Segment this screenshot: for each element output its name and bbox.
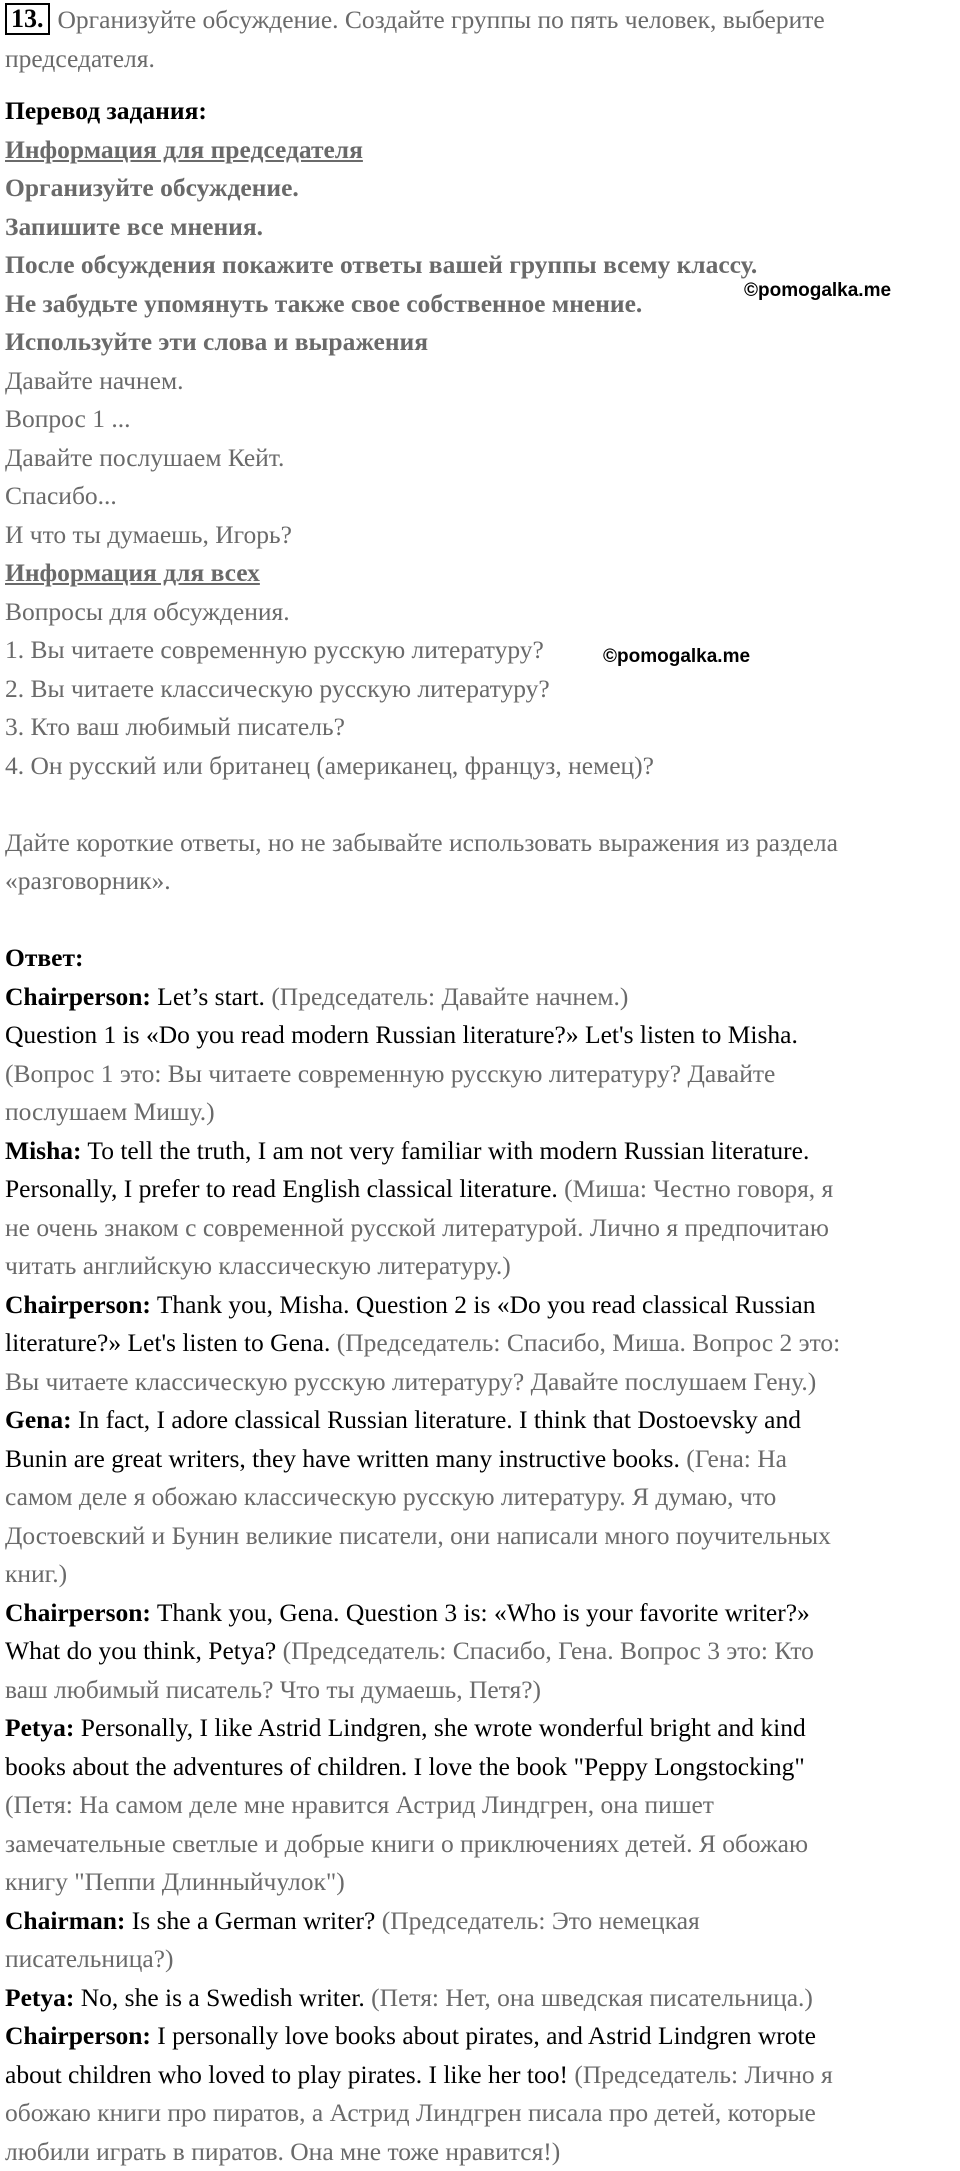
english-text: Personally, I like Astrid Lindgren, she wrote wonderful bright and kind [74,1713,805,1742]
speaker-label: Chairperson: [5,1598,151,1627]
chair-info-heading: Информация для председателя [5,131,955,170]
english-text: Thank you, Misha. Question 2 is «Do you read classical Russian [151,1290,816,1319]
answer-line [5,1170,955,1209]
answer-line [5,1478,955,1517]
english-text: In fact, I adore classical Russian literature. I think that Dostoevsky and [72,1405,801,1434]
russian-translation: замечательные светлые и добрые книги о приключениях детей. Я обожаю [5,1829,808,1858]
answer-line [5,1401,955,1440]
answer-line [5,1093,955,1132]
russian-translation: Вы читаете классическую русскую литературу? Давайте послушаем Гену.) [5,1367,816,1396]
answer-line [5,1209,955,1248]
answer-line [5,2094,955,2133]
answer-line [5,1671,955,1710]
answer-line [5,1748,955,1787]
russian-translation: не очень знаком с современной русской литературой. Лично я предпочитаю [5,1213,829,1242]
english-text: books about the adventures of children. I love the book "Peppy Longstocking" [5,1752,805,1781]
english-text: Bunin are great writers, they have written many instructive books. [5,1444,686,1473]
answer-line [5,1555,955,1594]
answer-line [5,1055,955,1094]
russian-translation: (Председатель: Лично я [574,2060,832,2089]
english-text: What do you think, Petya? [5,1636,283,1665]
english-text: No, she is a Swedish writer. [74,1983,371,2012]
russian-translation: (Гена: На [686,1444,787,1473]
answer-line [5,1324,955,1363]
answer-line [5,1709,955,1748]
russian-translation: книг.) [5,1559,67,1588]
watermark-1: ©pomogalka.me [744,280,891,302]
russian-translation: обожаю книги про пиратов, а Астрид Линдгрен писала про детей, которые [5,2098,816,2127]
russian-translation: книгу "Пеппи Длинныйчулок") [5,1867,345,1896]
russian-translation: (Председатель: Это немецкая [382,1906,700,1935]
answer-line [5,1016,955,1055]
phrase-item: Давайте начнем. [5,362,955,401]
chair-line: Запишите все мнения. [5,208,955,247]
all-info-heading: Информация для всех [5,554,955,593]
phrase-item: Спасибо... [5,477,955,516]
russian-translation: ваш любимый писатель? Что ты думаешь, Петя?) [5,1675,541,1704]
russian-translation: (Миша: Честно говоря, я [564,1174,833,1203]
answer-line [5,1979,955,2018]
answer-line [5,1517,955,1556]
answer-line [5,1940,955,1979]
russian-translation: читать английскую классическую литературу.) [5,1251,511,1280]
task-number-badge: 13. [5,3,50,35]
answer-line [5,1286,955,1325]
russian-translation: самом деле я обожаю классическую русскую литературу. Я думаю, что [5,1482,776,1511]
speaker-label: Petya: [5,1713,74,1742]
english-text: Question 1 is «Do you read modern Russian literature?» Let's listen to Misha. [5,1020,798,1049]
phrase-item: Давайте послушаем Кейт. [5,439,955,478]
english-text: Thank you, Gena. Question 3 is: «Who is your favorite writer?» [151,1598,810,1627]
question-item: 3. Кто ваш любимый писатель? [5,708,955,747]
russian-translation: (Петя: На самом деле мне нравится Астрид Линдгрен, она пишет [5,1790,714,1819]
chair-line: Организуйте обсуждение. [5,169,955,208]
answer-line [5,1594,955,1633]
translation-heading: Перевод задания: [5,92,955,131]
question-item: 2. Вы читаете классическую русскую литературу? [5,670,955,709]
answer-line [5,2017,955,2056]
russian-translation: послушаем Мишу.) [5,1097,215,1126]
answer-line [5,1786,955,1825]
phrases-heading: Используйте эти слова и выражения [5,323,955,362]
answer-line [5,2133,955,2171]
speaker-label: Chairman: [5,1906,125,1935]
english-text: Is she a German writer? [125,1906,381,1935]
russian-translation: (Вопрос 1 это: Вы читаете современную русскую литературу? Давайте [5,1059,775,1088]
russian-translation: (Председатель: Спасибо, Гена. Вопрос 3 это: Кто [283,1636,814,1665]
answer-line [5,1132,955,1171]
english-text: Let’s start. [151,982,271,1011]
answer-line [5,1902,955,1941]
watermark-2: ©pomogalka.me [603,646,750,668]
russian-translation: писательница?) [5,1944,173,1973]
chair-line: После обсуждения покажите ответы вашей группы всему классу. [5,246,955,285]
speaker-label: Misha: [5,1136,82,1165]
answer-line [5,1632,955,1671]
russian-translation: (Петя: Нет, она шведская писательница.) [371,1983,813,2012]
answer-line [5,1363,955,1402]
english-text: Personally, I prefer to read English classical literature. [5,1174,564,1203]
russian-translation: (Председатель: Давайте начнем.) [271,982,628,1011]
speaker-label: Petya: [5,1983,74,2012]
document-page [5,0,955,2171]
note-line-2: «разговорник». [5,862,955,901]
question-item: 1. Вы читаете современную русскую литературу? [5,631,955,670]
answer-line [5,2056,955,2095]
task-text: Организуйте обсуждение. Создайте группы по пять человек, выберите [58,5,825,34]
answer-line [5,1440,955,1479]
speaker-label: Gena: [5,1405,72,1434]
answer-body [5,978,955,2171]
answer-line [5,1863,955,1902]
answer-line [5,1825,955,1864]
speaker-label: Chairperson: [5,2021,151,2050]
russian-translation: любили играть в пиратов. Она мне тоже нравится!) [5,2137,560,2166]
english-text: To tell the truth, I am not very familiar with modern Russian literature. [82,1136,810,1165]
speaker-label: Chairperson: [5,1290,151,1319]
task-line-1 [5,1,955,40]
russian-translation: Достоевский и Бунин великие писатели, они написали много поучительных [5,1521,831,1550]
phrase-item: Вопрос 1 ... [5,400,955,439]
chair-line: Не забудьте упомянуть также свое собственное мнение. [5,285,955,324]
answer-heading: Ответ: [5,939,955,978]
english-text: literature?» Let's listen to Gena. [5,1328,337,1357]
english-text: about children who loved to play pirates. I like her too! [5,2060,574,2089]
speaker-label: Chairperson: [5,982,151,1011]
phrase-item: И что ты думаешь, Игорь? [5,516,955,555]
answer-line [5,1247,955,1286]
english-text: I personally love books about pirates, and Astrid Lindgren wrote [151,2021,816,2050]
note-line-1: Дайте короткие ответы, но не забывайте использовать выражения из раздела [5,824,955,863]
answer-line [5,978,955,1017]
questions-intro: Вопросы для обсуждения. [5,593,955,632]
task-line-2: председателя. [5,40,955,79]
question-item: 4. Он русский или британец (американец, француз, немец)? [5,747,955,786]
russian-translation: (Председатель: Спасибо, Миша. Вопрос 2 это: [337,1328,841,1357]
